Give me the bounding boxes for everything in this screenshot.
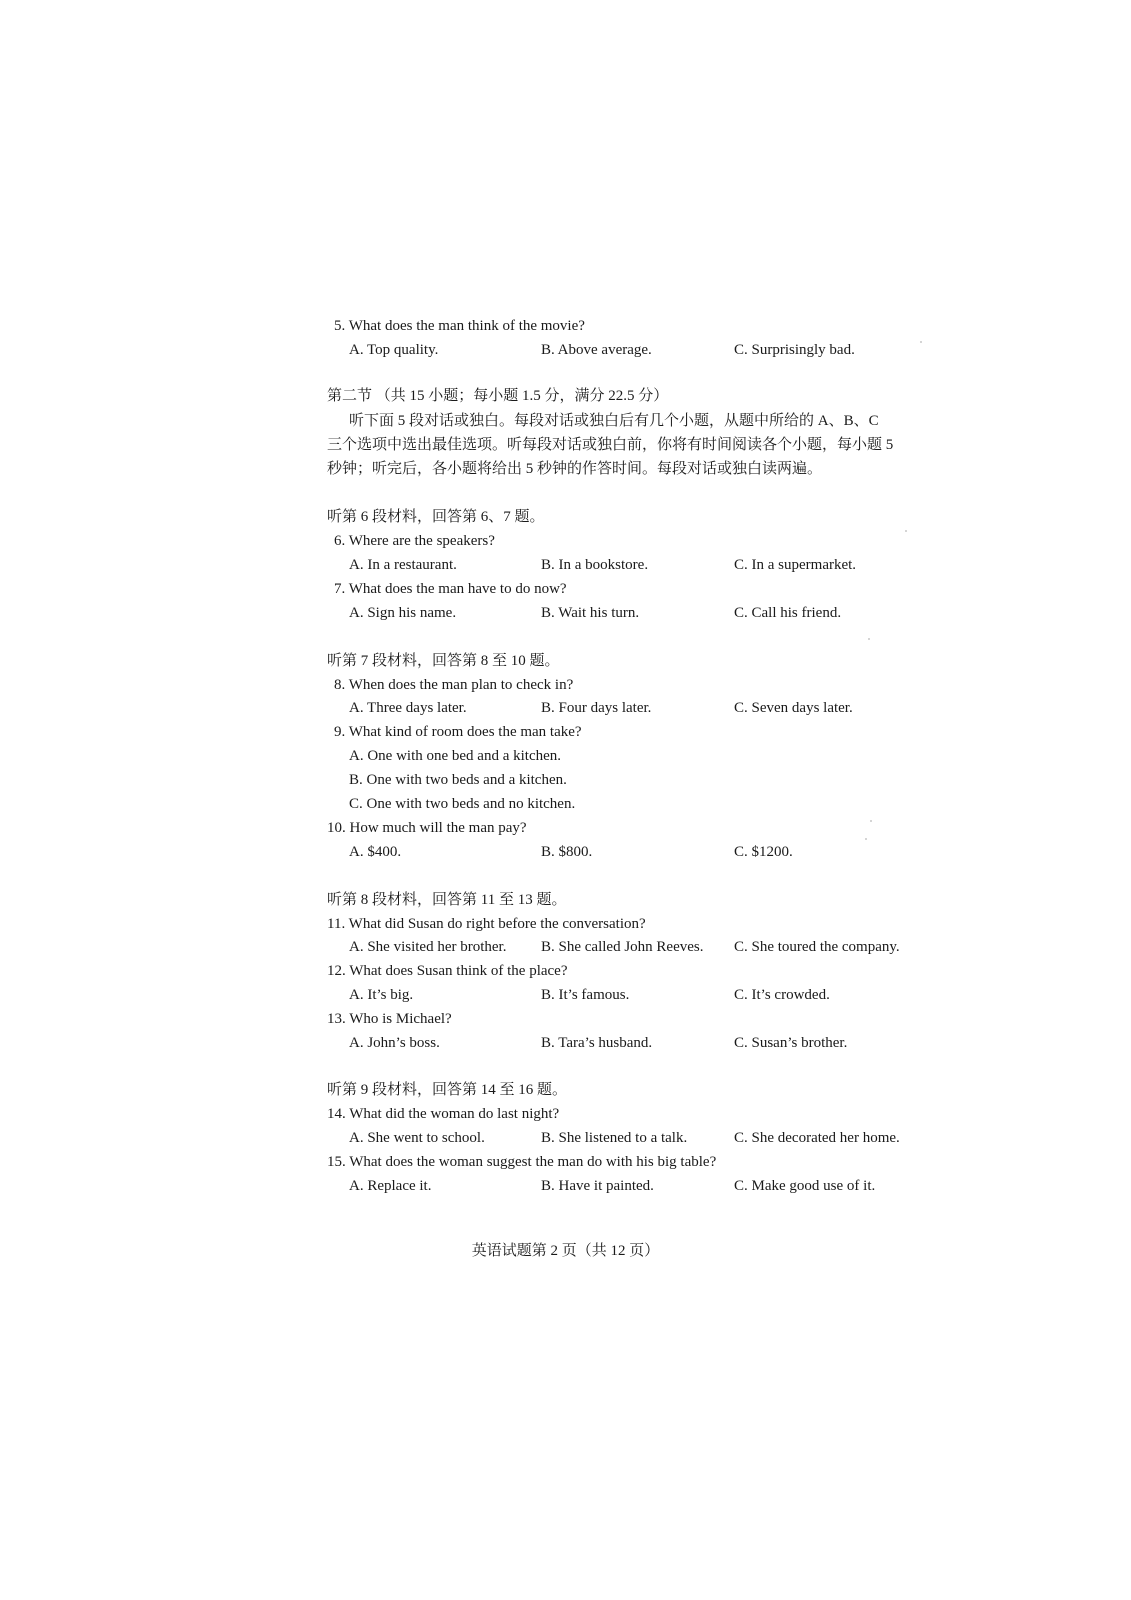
question-13-option-b: B. Tara’s husband. — [541, 1035, 653, 1051]
group-9-intro: 听第 9 段材料，回答第 14 至 16 题。 — [327, 1082, 568, 1098]
scan-speck — [868, 638, 870, 640]
question-8-stem: 8. When does the man plan to check in? — [334, 677, 574, 693]
group-8-intro: 听第 8 段材料，回答第 11 至 13 题。 — [327, 892, 567, 908]
section-2-heading: 第二节 （共 15 小题；每小题 1.5 分，满分 22.5 分） — [327, 388, 669, 404]
scan-speck — [920, 341, 922, 343]
question-10-option-a: A. $400. — [349, 844, 402, 860]
question-10-option-c: C. $1200. — [734, 844, 793, 860]
question-11-stem: 11. What did Susan do right before the conversation? — [327, 916, 646, 932]
question-7-option-b: B. Wait his turn. — [541, 605, 640, 621]
question-11-option-a: A. She visited her brother. — [349, 939, 507, 955]
question-9-option-a: A. One with one bed and a kitchen. — [349, 748, 562, 764]
scan-speck — [870, 820, 872, 822]
section-2-instructions-line-3: 秒钟；听完后，各小题将给出 5 秒钟的作答时间。每段对话或独白读两遍。 — [327, 461, 823, 477]
question-7-option-a: A. Sign his name. — [349, 605, 457, 621]
section-2-instructions-line-2: 三个选项中选出最佳选项。听每段对话或独白前，你将有时间阅读各个小题，每小题 5 — [327, 437, 894, 453]
question-7-stem: 7. What does the man have to do now? — [334, 581, 567, 597]
question-13-option-c: C. Susan’s brother. — [734, 1035, 848, 1051]
question-13-stem: 13. Who is Michael? — [327, 1011, 452, 1027]
question-9-stem: 9. What kind of room does the man take? — [334, 724, 582, 740]
question-5-option-b: B. Above average. — [541, 342, 652, 358]
scan-speck — [905, 530, 907, 532]
question-15-option-b: B. Have it painted. — [541, 1178, 654, 1194]
question-8-option-a: A. Three days later. — [349, 700, 467, 716]
question-5-option-c: C. Surprisingly bad. — [734, 342, 855, 358]
question-6-option-b: B. In a bookstore. — [541, 557, 649, 573]
page-footer: 英语试题第 2 页（共 12 页） — [471, 1243, 660, 1259]
question-11-option-c: C. She toured the company. — [734, 939, 900, 955]
question-12-option-a: A. It’s big. — [349, 987, 414, 1003]
question-10-stem: 10. How much will the man pay? — [327, 820, 527, 836]
question-9-option-b: B. One with two beds and a kitchen. — [349, 772, 567, 788]
group-6-intro: 听第 6 段材料，回答第 6、7 题。 — [327, 509, 545, 525]
question-14-stem: 14. What did the woman do last night? — [327, 1106, 560, 1122]
question-15-option-a: A. Replace it. — [349, 1178, 432, 1194]
question-14-option-b: B. She listened to a talk. — [541, 1130, 688, 1146]
question-14-option-c: C. She decorated her home. — [734, 1130, 900, 1146]
question-10-option-b: B. $800. — [541, 844, 593, 860]
question-6-stem: 6. Where are the speakers? — [334, 533, 495, 549]
question-15-option-c: C. Make good use of it. — [734, 1178, 876, 1194]
question-12-option-b: B. It’s famous. — [541, 987, 630, 1003]
question-5-option-a: A. Top quality. — [349, 342, 439, 358]
question-8-option-b: B. Four days later. — [541, 700, 652, 716]
question-15-stem: 15. What does the woman suggest the man do with his big table? — [327, 1154, 717, 1170]
section-2-instructions-line-1: 听下面 5 段对话或独白。每段对话或独白后有几个小题，从题中所给的 A、B、C — [349, 413, 879, 429]
question-5-stem: 5. What does the man think of the movie? — [334, 318, 585, 334]
question-12-stem: 12. What does Susan think of the place? — [327, 963, 568, 979]
question-9-option-c: C. One with two beds and no kitchen. — [349, 796, 576, 812]
scan-speck — [865, 838, 867, 840]
question-12-option-c: C. It’s crowded. — [734, 987, 830, 1003]
question-13-option-a: A. John’s boss. — [349, 1035, 440, 1051]
question-7-option-c: C. Call his friend. — [734, 605, 842, 621]
question-6-option-a: A. In a restaurant. — [349, 557, 457, 573]
group-7-intro: 听第 7 段材料，回答第 8 至 10 题。 — [327, 653, 560, 669]
question-14-option-a: A. She went to school. — [349, 1130, 485, 1146]
question-8-option-c: C. Seven days later. — [734, 700, 853, 716]
question-11-option-b: B. She called John Reeves. — [541, 939, 704, 955]
question-6-option-c: C. In a supermarket. — [734, 557, 857, 573]
